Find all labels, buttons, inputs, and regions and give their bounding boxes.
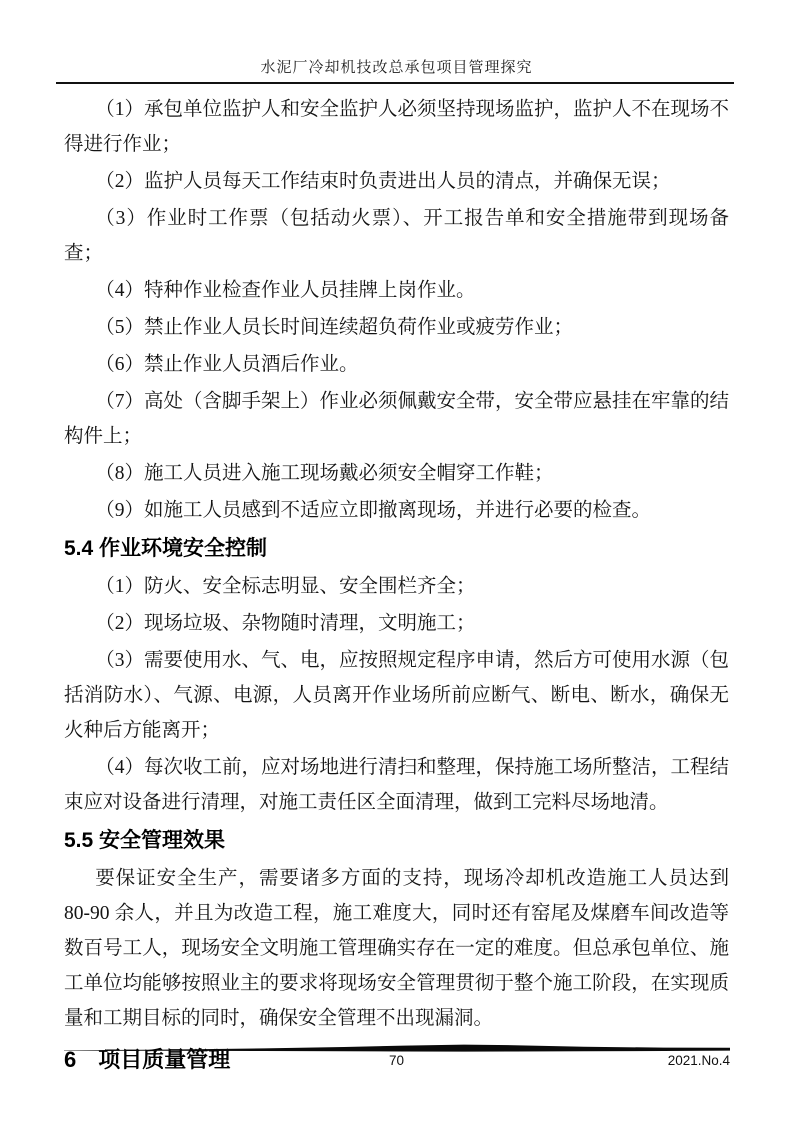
environment-item: （3）需要使用水、气、电，应按照规定程序申请，然后方可使用水源（包括消防水）、气源、电源，人员离开作业场所前应断气、断电、断水，确保无火种后方能离开； — [64, 650, 729, 741]
safety-item: （8）施工人员进入施工现场戴必须安全帽穿工作鞋； — [95, 463, 554, 484]
safety-item: （4）特种作业检查作业人员挂牌上岗作业。 — [95, 280, 476, 301]
footer-rule-bar — [64, 1044, 730, 1053]
section-heading-6: 6 项目质量管理 — [64, 1047, 231, 1072]
page-body — [64, 92, 729, 1080]
journal-issue-label: 2021.No.4 — [667, 1053, 730, 1068]
environment-item: （4）每次收工前，应对场地进行清扫和整理，保持施工场所整洁，工程结束应对设备进行清理，对施工责任区全面清理，做到工完料尽场地清。 — [64, 757, 729, 813]
safety-item: （1）承包单位监护人和安全监护人必须坚持现场监护，监护人不在现场不得进行作业； — [64, 99, 729, 155]
header-rule — [56, 82, 734, 84]
safety-item: （2）监护人员每天工作结束时负责进出人员的清点，并确保无误； — [95, 171, 671, 192]
environment-item: （1）防火、安全标志明显、安全围栏齐全； — [95, 576, 476, 597]
running-head-title: 水泥厂冷却机技改总承包项目管理探究 — [260, 60, 533, 76]
safety-item: （3）作业时工作票（包括动火票）、开工报告单和安全措施带到现场备查； — [64, 208, 729, 264]
safety-effect-paragraph: 要保证安全生产，需要诸多方面的支持，现场冷却机改造施工人员达到 80-90 余人，并且为改造工程，施工难度大，同时还有窑尾及煤磨车间改造等数百号工人，现场安全文明施工管理确实存在一定的难度。但总承包单位、施工单位均能够按照业主的要求将现场安全管理贯彻于整个施工阶段，在实现质量和工期目标的同时，确保安全管理不出现漏洞。 — [64, 868, 729, 1029]
safety-item: （5）禁止作业人员长时间连续超负荷作业或疲劳作业； — [95, 317, 573, 338]
safety-item: （6）禁止作业人员酒后作业。 — [95, 354, 359, 375]
safety-item: （7）高处（含脚手架上）作业必须佩戴安全带，安全带应悬挂在牢靠的结构件上； — [64, 391, 729, 447]
section-heading-5-5: 5.5 安全管理效果 — [64, 829, 226, 852]
section-heading-5-4: 5.4 作业环境安全控制 — [64, 537, 268, 560]
environment-item: （2）现场垃圾、杂物随时清理，文明施工； — [95, 613, 476, 634]
safety-item: （9）如施工人员感到不适应立即撤离现场，并进行必要的检查。 — [95, 500, 651, 521]
page-number: 70 — [388, 1053, 405, 1068]
